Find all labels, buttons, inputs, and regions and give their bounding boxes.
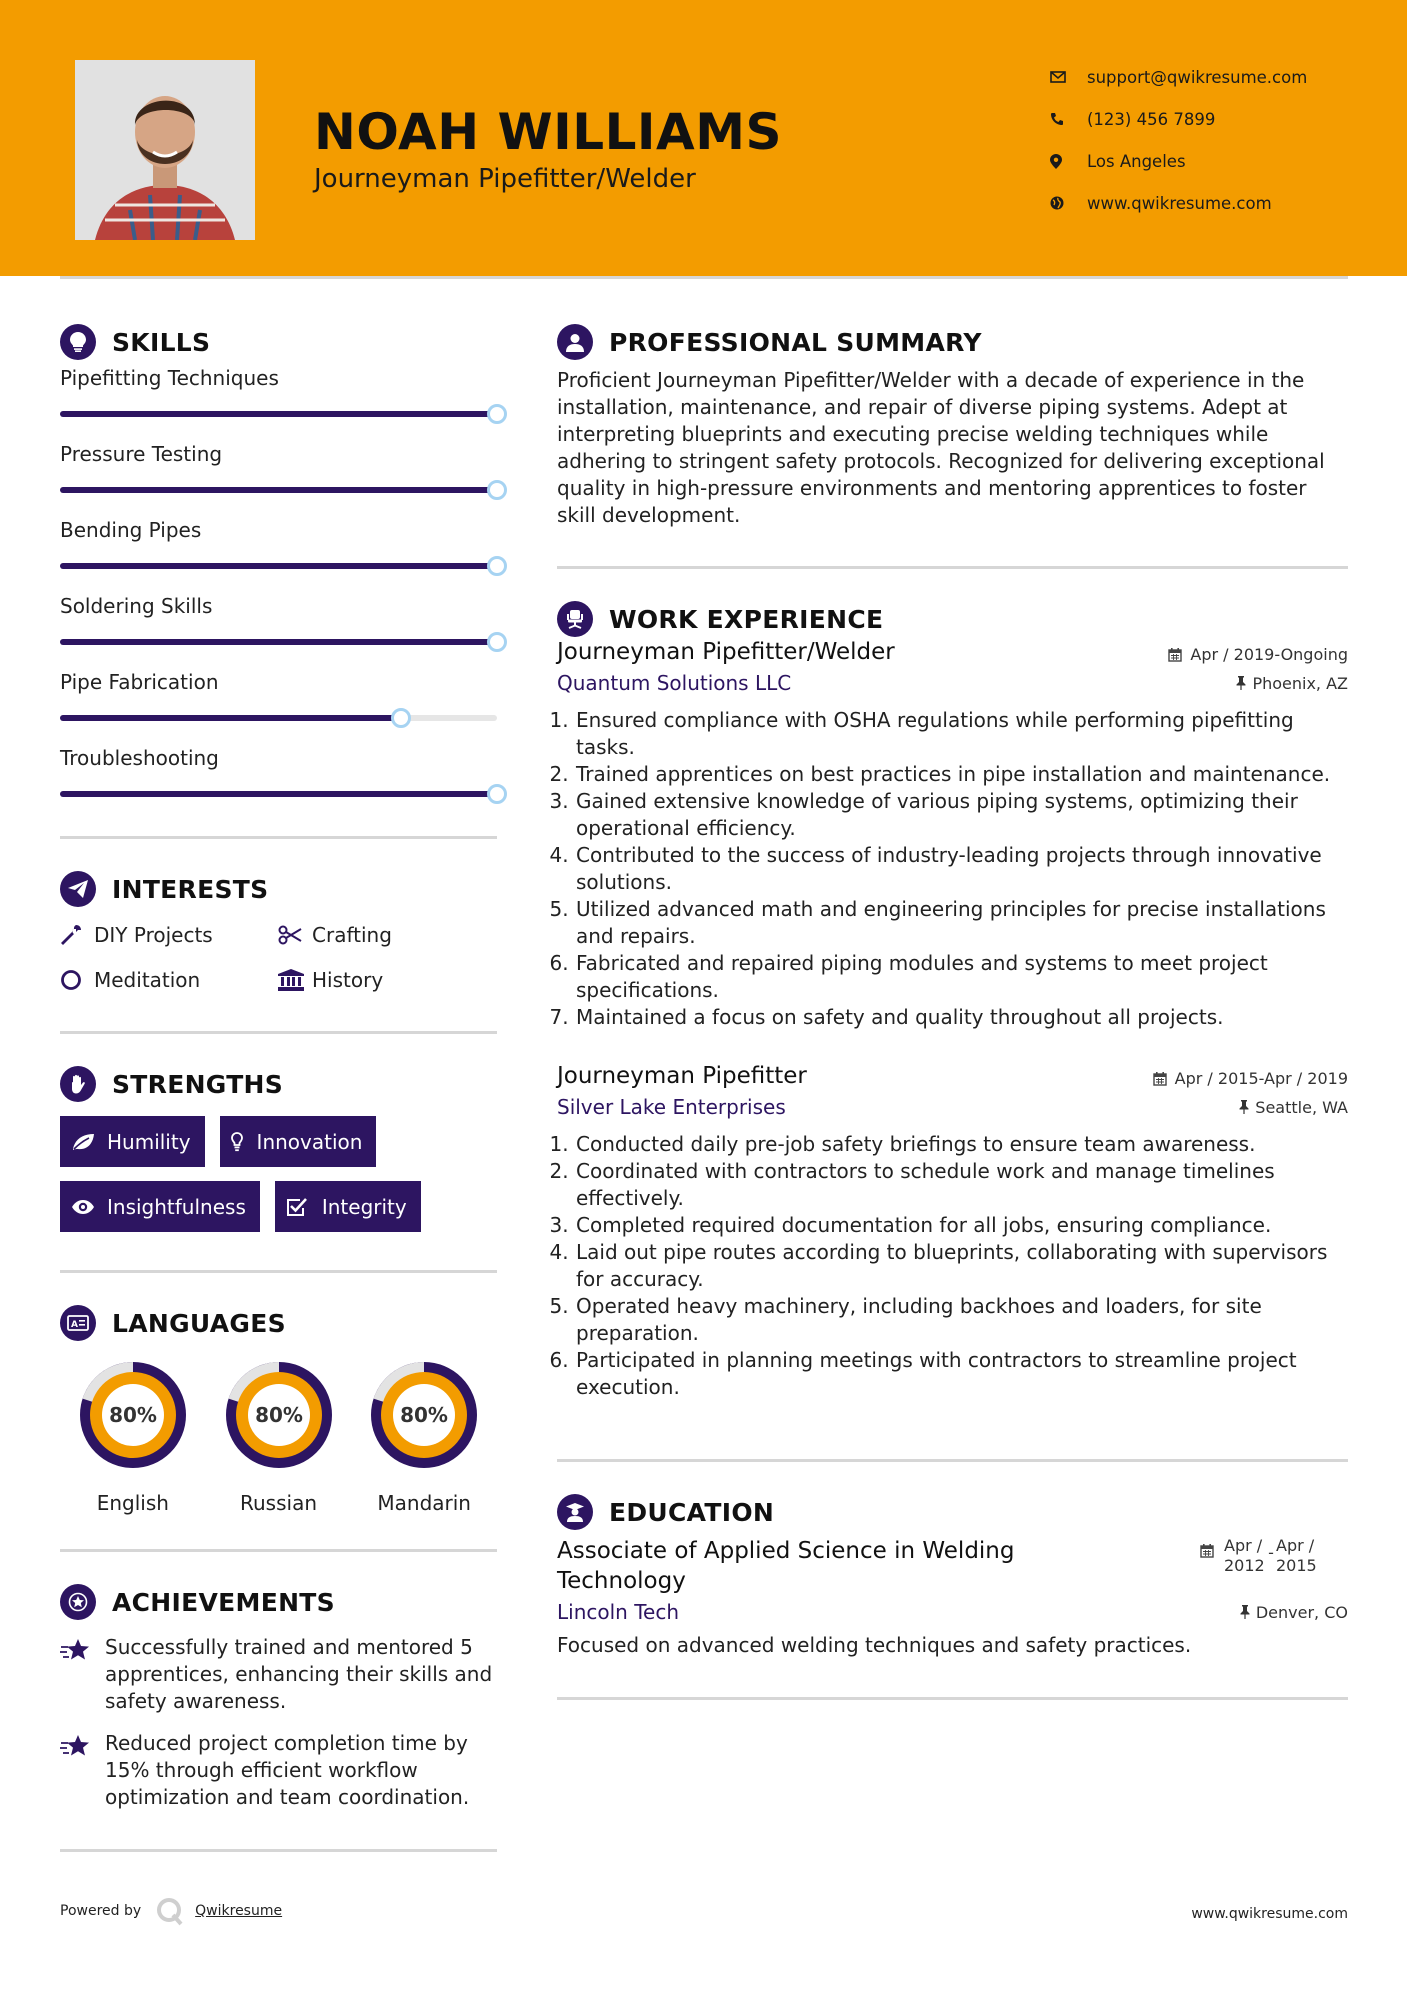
job-duty: 2. Coordinated with contractors to schedule work and manage timelines effectively.	[575, 1158, 1348, 1212]
skills-heading-text: SKILLS	[112, 327, 211, 357]
contact-phone-text: (123) 456 7899	[1087, 109, 1216, 129]
skill-bar-knob	[487, 480, 507, 500]
skill-bar	[60, 639, 497, 645]
education-heading	[557, 1492, 1348, 1532]
contact-website-text: www.qwikresume.com	[1087, 193, 1272, 213]
profile-photo-image	[75, 60, 255, 240]
languages-list	[60, 1353, 497, 1515]
shooting-star-icon	[60, 1634, 105, 1715]
footer-powered-by	[60, 1896, 282, 1926]
job-duties	[557, 1131, 1348, 1401]
job-date	[1153, 1063, 1348, 1088]
job-duty: 5. Operated heavy machinery, including backhoes and loaders, for site preparation.	[575, 1293, 1348, 1347]
contact-list	[1050, 56, 1380, 224]
calendar-icon	[1200, 1536, 1214, 1558]
education-degree: Associate of Applied Science in Welding Technology	[557, 1538, 1015, 1594]
language-percent: 80%	[400, 1403, 449, 1427]
job-duties	[557, 707, 1348, 1031]
left-column	[60, 322, 497, 1852]
section-divider	[60, 1549, 497, 1552]
skill-bar-knob	[487, 404, 507, 424]
education-date-separator: -	[1268, 1543, 1274, 1562]
strength-tag	[275, 1181, 421, 1232]
skill-item	[60, 360, 497, 436]
check-square-icon	[286, 1197, 322, 1217]
language-icon	[60, 1305, 96, 1341]
resume-header	[0, 0, 1407, 276]
job-location-text: Seattle, WA	[1255, 1097, 1348, 1117]
job-duty: 5. Utilized advanced math and engineering principles for precise installations and repairs.	[575, 896, 1348, 950]
interest-item	[60, 917, 278, 952]
summary-text: Proficient Journeyman Pipefitter/Welder with a decade of experience in the installation, maintenance, and repair of diverse piping systems. Adept at interpreting blueprints and executing precise welding techniques while adhering to stringent safety protocols. Recognized for delivering exceptional quality in high-pressure environments and mentoring apprentices to foster skill development.	[557, 368, 1325, 527]
language-item	[60, 1353, 206, 1515]
contact-phone[interactable]	[1050, 98, 1380, 140]
skill-name: Bending Pipes	[60, 518, 202, 542]
section-divider	[60, 836, 497, 839]
skill-bar-fill	[60, 411, 497, 417]
section-divider	[557, 566, 1348, 569]
job-date	[1168, 639, 1348, 664]
education-header	[557, 1536, 1348, 1596]
achievement-item	[60, 1634, 497, 1715]
office-chair-icon	[557, 601, 593, 637]
profile-photo	[75, 60, 255, 240]
achievement-text: Successfully trained and mentored 5 apprentices, enhancing their skills and safety awareness.	[105, 1635, 493, 1713]
skill-bar-fill	[60, 639, 497, 645]
contact-location	[1050, 140, 1380, 182]
qwikresume-logo-icon	[155, 1896, 185, 1926]
section-divider	[60, 1031, 497, 1034]
pushpin-icon	[1240, 1605, 1250, 1619]
job-company-row	[557, 1095, 1348, 1119]
shooting-star-icon	[60, 1730, 105, 1811]
job-header	[557, 1063, 1348, 1089]
skill-bar-fill	[60, 487, 497, 493]
job-duty: 4. Laid out pipe routes according to blueprints, collaborating with supervisors for accuracy.	[575, 1239, 1348, 1293]
education-date-end: Apr / 2015	[1276, 1536, 1317, 1575]
job-entry	[557, 639, 1348, 1031]
map-pin-icon	[1050, 154, 1087, 169]
contact-email-text: support@qwikresume.com	[1087, 67, 1308, 87]
lightbulb-icon	[231, 1132, 257, 1152]
powered-by-text: Powered by	[60, 1903, 142, 1919]
achievements-heading-text: ACHIEVEMENTS	[112, 1587, 335, 1617]
svg-text:A: A	[71, 1320, 79, 1330]
skill-bar-fill	[60, 715, 401, 721]
skill-item	[60, 588, 497, 664]
language-donut	[217, 1353, 341, 1477]
scissors-icon	[278, 925, 312, 945]
envelope-icon	[1050, 71, 1087, 83]
experience-heading-text: WORK EXPERIENCE	[609, 604, 884, 634]
interest-label: Meditation	[94, 967, 201, 992]
section-divider	[60, 1849, 497, 1852]
education-date	[1200, 1536, 1318, 1576]
candidate-name: NOAH WILLIAMS	[314, 103, 782, 161]
circle-icon	[60, 969, 94, 991]
strength-label: Insightfulness	[107, 1194, 246, 1219]
job-company-row	[557, 671, 1348, 695]
job-company: Quantum Solutions LLC	[557, 671, 792, 695]
education-entry	[557, 1536, 1348, 1657]
language-item	[351, 1353, 497, 1515]
language-donut	[71, 1353, 195, 1477]
language-name: English	[96, 1491, 169, 1515]
language-name: Russian	[240, 1491, 318, 1515]
strength-label: Integrity	[321, 1194, 407, 1219]
interest-label: History	[312, 967, 384, 992]
right-column	[557, 322, 1348, 1700]
job-duty: 2. Trained apprentices on best practices in pipe installation and maintenance.	[575, 761, 1348, 788]
language-donut	[362, 1353, 486, 1477]
hand-icon	[60, 1066, 96, 1102]
language-percent: 80%	[108, 1403, 157, 1427]
skill-name: Pressure Testing	[60, 442, 223, 466]
job-duty: 1. Conducted daily pre-job safety briefings to ensure team awareness.	[575, 1131, 1348, 1158]
education-location	[1240, 1603, 1348, 1622]
leaf-icon	[71, 1133, 107, 1151]
strength-label: Humility	[107, 1129, 191, 1154]
job-header	[557, 639, 1348, 665]
interest-item	[278, 962, 497, 997]
skills-list	[60, 360, 497, 816]
contact-email[interactable]	[1050, 56, 1380, 98]
interests-heading-text: INTERESTS	[112, 874, 269, 904]
section-divider	[557, 1697, 1348, 1700]
skill-bar	[60, 563, 497, 569]
strength-label: Innovation	[256, 1129, 363, 1154]
education-location-text: Denver, CO	[1255, 1602, 1348, 1622]
achievements-heading	[60, 1582, 497, 1622]
skill-item	[60, 436, 497, 512]
achievement-item	[60, 1730, 497, 1811]
job-duty: 1. Ensured compliance with OSHA regulations while performing pipefitting tasks.	[575, 707, 1348, 761]
skill-item	[60, 740, 497, 816]
job-location-text: Phoenix, AZ	[1252, 673, 1348, 693]
strengths-heading-text: STRENGTHS	[112, 1069, 284, 1099]
paper-plane-icon	[60, 871, 96, 907]
achievement-text: Reduced project completion time by 15% through efficient workflow optimization and team coordination.	[105, 1731, 470, 1809]
strength-tag	[60, 1181, 260, 1232]
interest-label: Crafting	[312, 922, 392, 947]
skill-bar-knob	[487, 784, 507, 804]
skill-name: Troubleshooting	[60, 746, 219, 770]
language-name: Mandarin	[377, 1491, 471, 1515]
job-title: Journeyman Pipefitter/Welder	[557, 639, 895, 665]
languages-heading-text: LANGUAGES	[112, 1308, 286, 1338]
bank-icon	[278, 969, 312, 991]
interests-list	[60, 917, 497, 997]
strengths-heading	[60, 1064, 497, 1104]
job-duty: 6. Participated in planning meetings with contractors to streamline project execution.	[575, 1347, 1348, 1401]
job-duty: 3. Gained extensive knowledge of various piping systems, optimizing their operational efficiency.	[575, 788, 1348, 842]
pushpin-icon	[1239, 1100, 1249, 1114]
summary-heading-text: PROFESSIONAL SUMMARY	[609, 327, 982, 357]
education-date-start: Apr / 2012	[1224, 1536, 1265, 1575]
job-date-text: Apr / 2015-Apr / 2019	[1174, 1069, 1348, 1088]
contact-website[interactable]	[1050, 182, 1380, 224]
job-duty: 3. Completed required documentation for all jobs, ensuring compliance.	[575, 1212, 1348, 1239]
graduate-icon	[557, 1494, 593, 1530]
language-percent: 80%	[254, 1403, 303, 1427]
job-company: Silver Lake Enterprises	[557, 1095, 786, 1119]
job-location	[1236, 674, 1348, 693]
skill-bar-fill	[60, 563, 497, 569]
qwikresume-link[interactable]: Qwikresume	[195, 1903, 283, 1919]
skill-item	[60, 664, 497, 740]
skill-bar-knob	[391, 708, 411, 728]
candidate-title: Journeyman Pipefitter/Welder	[314, 164, 696, 194]
interest-label: DIY Projects	[94, 922, 213, 947]
calendar-icon	[1168, 648, 1182, 662]
languages-heading	[60, 1303, 497, 1343]
interest-item	[60, 962, 278, 997]
skill-name: Pipefitting Techniques	[60, 366, 279, 390]
globe-icon	[1050, 196, 1087, 210]
education-description: Focused on advanced welding techniques and safety practices.	[557, 1633, 1192, 1657]
skill-bar-knob	[487, 556, 507, 576]
calendar-icon	[1153, 1072, 1167, 1086]
strength-tag	[220, 1116, 377, 1167]
interest-item	[278, 917, 497, 952]
pushpin-icon	[1236, 676, 1246, 690]
experience-heading	[557, 599, 1348, 639]
section-divider	[60, 1270, 497, 1273]
footer-url[interactable]: www.qwikresume.com	[1191, 1906, 1348, 1922]
header-divider	[60, 276, 1348, 279]
strengths-list	[60, 1116, 497, 1232]
user-icon	[557, 324, 593, 360]
language-item	[206, 1353, 352, 1515]
skill-bar	[60, 411, 497, 417]
education-school-row	[557, 1600, 1348, 1624]
job-duty: 7. Maintained a focus on safety and quality throughout all projects.	[575, 1004, 1348, 1031]
lightbulb-icon	[60, 324, 96, 360]
skill-name: Pipe Fabrication	[60, 670, 219, 694]
interests-heading	[60, 869, 497, 909]
job-title: Journeyman Pipefitter	[557, 1063, 807, 1089]
skill-bar-knob	[487, 632, 507, 652]
summary-heading	[557, 322, 1348, 362]
education-school: Lincoln Tech	[557, 1600, 679, 1624]
job-duty: 6. Fabricated and repaired piping modules and systems to meet project specifications.	[575, 950, 1348, 1004]
skill-bar	[60, 715, 497, 721]
section-divider	[557, 1459, 1348, 1462]
skill-item	[60, 512, 497, 588]
skill-bar-fill	[60, 791, 497, 797]
strength-tag	[60, 1116, 205, 1167]
skill-bar	[60, 487, 497, 493]
job-location	[1239, 1098, 1348, 1117]
contact-location-text: Los Angeles	[1087, 151, 1186, 171]
star-badge-icon	[60, 1584, 96, 1620]
job-duty: 4. Contributed to the success of industry-leading projects through innovative solutions.	[575, 842, 1348, 896]
wrench-icon	[60, 924, 94, 946]
phone-icon	[1050, 112, 1087, 126]
job-entry	[557, 1063, 1348, 1401]
education-heading-text: EDUCATION	[609, 1497, 775, 1527]
eye-icon	[71, 1199, 107, 1215]
skill-name: Soldering Skills	[60, 594, 213, 618]
job-date-text: Apr / 2019-Ongoing	[1190, 645, 1348, 664]
skill-bar	[60, 791, 497, 797]
skills-heading	[60, 322, 497, 362]
